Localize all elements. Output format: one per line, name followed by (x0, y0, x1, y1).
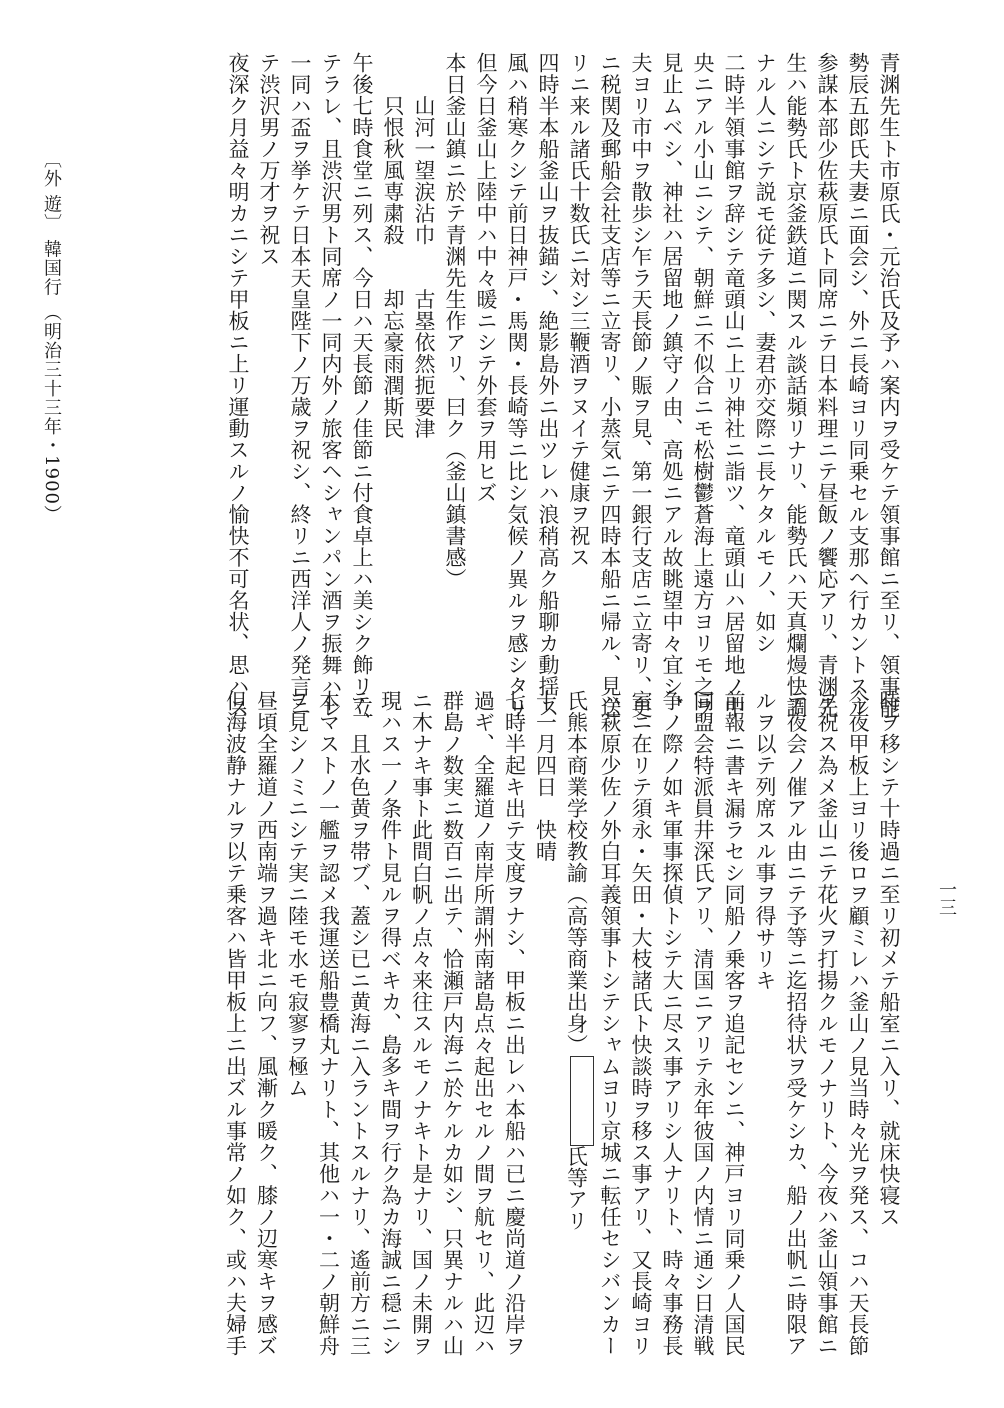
text-line: 昼頃全羅道ノ西南端ヲ過キ北ニ向フ、風漸ク暖ク、膝ノ辺寒キヲ感ズ (254, 690, 279, 1357)
text-line: ニ税関及郵船会社支店等ニ立寄リ、小蒸気ニテ四時本船ニ帰ル、見送 (598, 52, 622, 719)
page-number: 一三 (936, 880, 957, 916)
text-line: 現ハス一ノ条件ト見ルヲ得ベキカ、島多キ間ヲ行ク為カ海誠ニ穏ニシ (378, 690, 403, 1357)
text-block-top (222, 52, 904, 719)
text-line: ヲ見シノミニシテ実ニ陸モ水モ寂寥ヲ極ム (285, 690, 310, 1099)
text-line: 風ハ稍寒クシテ前日神戸・馬関・長崎等ニ比シ気候ノ異ルヲ感シタリ (505, 52, 529, 719)
text-line: テ、且水色黄ヲ帯ブ、蓋シ已ニ黄海ニ入ラントスルナリ、遙前方ニ三 (347, 690, 372, 1357)
text-line: 本日釜山鎮ニ於テ青渊先生作アリ、曰ク（釜山鎮書感） (443, 52, 467, 590)
text-line: 但今日釜山上陸中ハ中々暖ニシテ外套ヲ用ヒズ (474, 52, 498, 504)
text-line: テラレ、且渋沢男ト同席ノ一同内外ノ旅客ヘシャンパン酒ヲ振舞ハレ (319, 52, 343, 719)
text-line: ニ木ナキ事ト此間白帆ノ点々来往スルモノナキト是ナリ、国ノ未開ヲ (409, 690, 434, 1357)
text-line: 七時半起キ出テ支度ヲナシ、甲板ニ出レハ本船ハ已ニ慶尚道ノ沿岸ヲ (502, 690, 527, 1357)
text-line: 本マストノ一艦ヲ認メ我運送船豊橋丸ナリト、其他ハ一・二ノ朝鮮舟 (316, 690, 341, 1357)
text-line: 四時半本船釜山ヲ抜錨シ、絶影島外ニ出ツレハ浪稍高ク船聊カ動揺ス (536, 52, 560, 719)
text-line: 夜深ク月益々明カニシテ甲板ニ上リ運動スルノ愉快不可名状、思ハス (226, 52, 250, 719)
text-line: テ夜会ノ催アル由ニテ予等ニ迄招待状ヲ受ケシカ、船ノ出帆ニ時限ア (784, 690, 808, 1357)
text-line: ナル人ニシテ説モ従テ多シ、妻君亦交際ニ長ケタルモノ、如シ (753, 52, 777, 654)
text-line: 前報ニ書キ漏ラセシ同船ノ乗客ヲ追記センニ、神戸ヨリ同乗ノ人国民 (722, 690, 746, 1357)
text-line: 十一月四日 快晴 (533, 690, 558, 862)
text-line: 過ギ、全羅道ノ南岸所謂州南諸島点々起出セルノ間ヲ航セリ、此辺ハ (471, 690, 496, 1357)
text-line: 一同ハ盃ヲ挙ケテ日本天皇陛下ノ万歳ヲ祝シ、終リニ西洋人ノ発言ニ (288, 52, 312, 719)
text-line: ルヲ以テ列席スル事ヲ得サリキ (753, 690, 777, 991)
text-line: 群島ノ数実ニ数百ニ出テ、恰瀬戸内海ニ於ケルカ如シ、只異ナルハ山 (440, 690, 465, 1357)
text-line: 只恨秋風専粛殺 却忘豪雨潤斯民 (381, 52, 405, 439)
text-line: 争ノ際ノ如キ軍事探偵トシテ大ニ尽ス事アリシ人ナリト、時々事務長 (660, 690, 684, 1357)
text-line: 生ハ能勢氏ト京釜鉄道ニ関スル談話頻リナリ、能勢氏ハ天真爛熳快調 (784, 52, 808, 719)
text-line: 勢辰五郎氏夫妻ニ面会シ、外ニ長崎ヨリ同乗セル支那ヘ行カントスル (846, 52, 870, 719)
text-line: 但海波静ナルヲ以テ乗客ハ皆甲板上ニ出ズル事常ノ如ク、或ハ夫婦手 (223, 690, 248, 1357)
text-line: ハ萩原少佐ノ外白耳義領事トシテシャムヨリ京城ニ転任セシバンカー (598, 690, 622, 1357)
text-line: 二時半領事館ヲ辞シテ竜頭山ニ上リ神社ニ詣ツ、竜頭山ハ居留地ノ中 (722, 52, 746, 719)
text-line: 同盟会特派員井深氏アリ、清国ニアリテ永年彼国ノ内情ニ通シ日清戦 (691, 690, 715, 1357)
text-line: ヲ祝ス為メ釜山ニテ花火ヲ打揚クルモノナリト、今夜ハ釜山領事館ニ (815, 690, 839, 1357)
text-line: 央ニアル小山ニシテ、朝鮮ニ不似合ニモ松樹鬱蒼海上遠方ヨリモ之ヲ (691, 52, 715, 719)
text-line: 室ニ在リテ須永・矢田・大枝諸氏ト快談時ヲ移ス事アリ、又長崎ヨリ (629, 690, 653, 1357)
text-line: 参謀本部少佐萩原氏ト同席ニテ日本料理ニテ昼飯ノ饗応アリ、青渊先 (815, 52, 839, 719)
text-line: 氏熊本商業学校教諭（高等商業出身）氏等アリ (561, 690, 595, 1330)
text-line: 青渊先生ト市原氏・元治氏及予ハ案内ヲ受ケテ領事館ニ至リ、領事能 (877, 52, 901, 719)
text-line: 夫ヨリ市中ヲ散歩シ乍ラ天長節ノ賑ヲ見、第一銀行支店ニ立寄リ、更 (629, 52, 653, 719)
text-line: テ渋沢男ノ万才ヲ祝ス (257, 52, 281, 267)
text-line: 時ヲ移シテ十時過ニ至リ初メテ船室ニ入リ、就床快寝ス (877, 690, 901, 1228)
text-line: 山河一望涙沾巾 古塁依然扼要津 (412, 52, 436, 439)
text-line: 午後七時食堂ニ列ス、今日ハ天長節ノ佳節ニ付食卓上ハ美シク飾リ立 (350, 52, 374, 719)
text-block-bottom (220, 690, 905, 1357)
text-line: 見止ムベシ、神社ハ居留地ノ鎮守ノ由、高処ニアル故眺望中々宜シ、 (660, 52, 684, 719)
blank-box (570, 1056, 594, 1146)
text-line: リニ来ル諸氏十数氏ニ対シ三鞭酒ヲヌイテ健康ヲ祝ス (567, 52, 591, 568)
running-header: 〔外 遊〕 韓国行 （明治三十三年・1900） (41, 150, 62, 524)
text-line: 今夜甲板上ヨリ後ロヲ顧ミレハ釜山ノ見当時々光ヲ発ス、コハ天長節 (846, 690, 870, 1357)
